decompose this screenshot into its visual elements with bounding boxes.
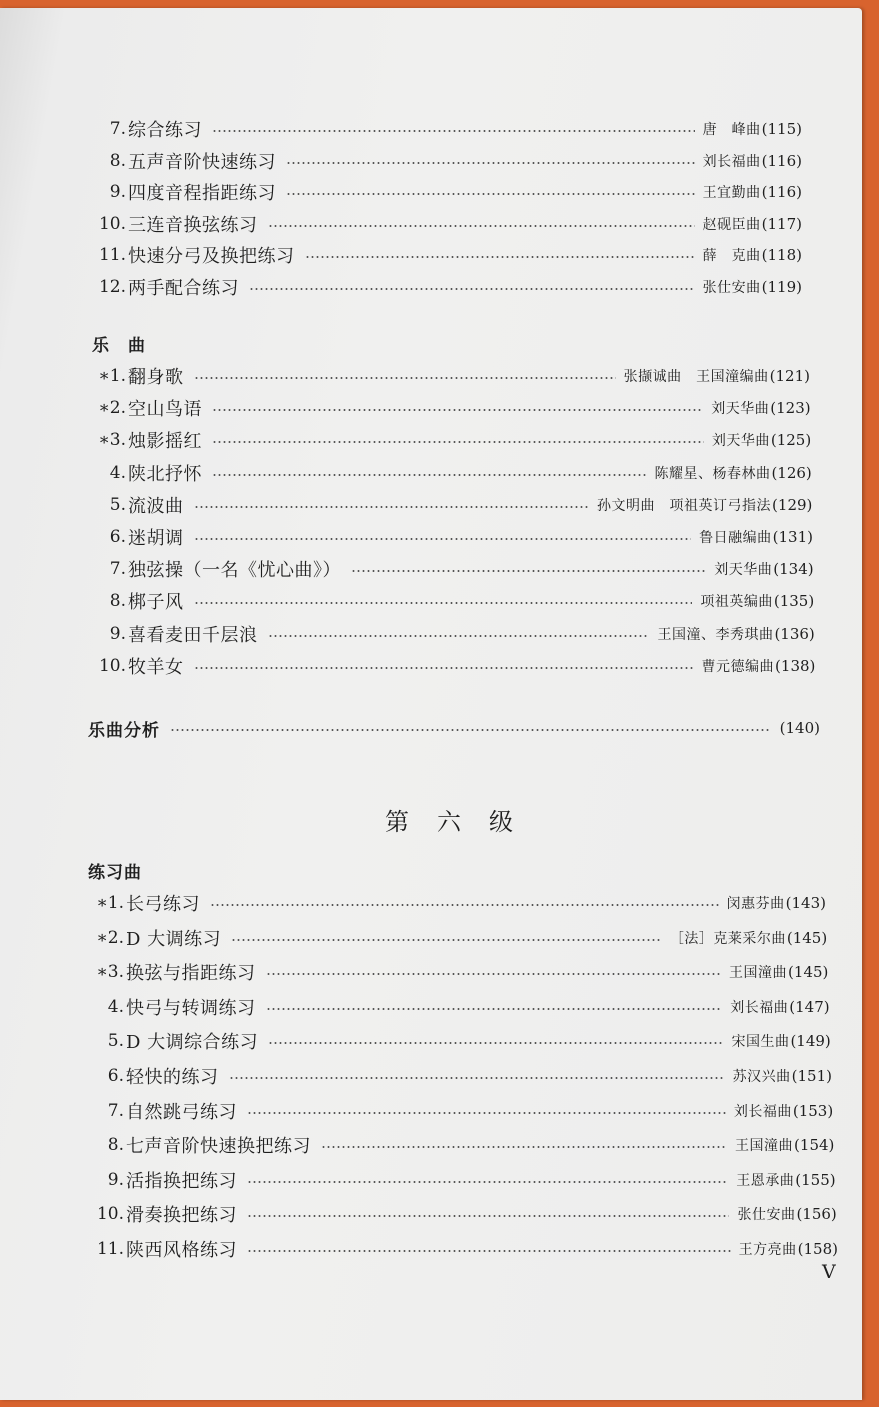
dot-leader	[268, 1042, 723, 1044]
entry-title: 陕北抒怀	[128, 463, 202, 485]
entry-number: 10.	[96, 1204, 124, 1225]
entry-page: (131)	[772, 528, 813, 546]
entry-page: (125)	[770, 431, 812, 450]
toc-entry[interactable]	[88, 425, 811, 455]
entry-title: 烛影摇红	[128, 431, 202, 453]
entry-title: 长弓练习	[126, 894, 200, 915]
entry-title: 乐曲分析	[88, 720, 160, 741]
entry-page: (117)	[761, 214, 802, 233]
toc-entry[interactable]	[92, 146, 802, 176]
entry-composer: 张仕安曲	[737, 1207, 796, 1224]
entry-title: 轻快的练习	[126, 1067, 219, 1088]
entry-page: (155)	[795, 1170, 836, 1189]
entry-number: 4.	[109, 462, 126, 483]
dot-leader	[194, 538, 692, 540]
entry-page: (126)	[771, 463, 812, 482]
entry-number: 7.	[107, 1100, 124, 1121]
dot-leader	[194, 602, 693, 604]
section-heading-pieces: 乐 曲	[92, 336, 146, 356]
toc-entry[interactable]	[86, 992, 830, 1022]
entry-composer: 薛 克曲	[702, 248, 761, 264]
entry-number: 11.	[98, 245, 126, 265]
dot-leader	[212, 474, 646, 476]
entry-page: (119)	[761, 277, 802, 296]
entry-title: 迷胡调	[128, 528, 184, 549]
toc-entry[interactable]	[86, 1199, 837, 1229]
entry-composer: 曹元德编曲	[701, 658, 775, 675]
dot-leader	[194, 506, 590, 508]
entry-page: (143)	[785, 894, 826, 912]
entry-composer: 鲁日融编曲	[699, 530, 772, 546]
entry-page: (138)	[775, 656, 816, 675]
toc-entry[interactable]	[92, 272, 802, 302]
toc-entry[interactable]	[92, 177, 802, 207]
entry-composer: 孙文明曲 项祖英订弓指法	[597, 497, 772, 514]
toc-entry[interactable]	[88, 393, 811, 423]
entry-page: (145)	[788, 963, 829, 982]
entry-title: 喜看麦田千层浪	[128, 624, 258, 646]
toc-entry[interactable]	[88, 522, 813, 552]
entry-page: (154)	[794, 1136, 835, 1155]
entry-number: 9.	[109, 623, 126, 644]
dot-leader	[194, 667, 694, 669]
level-heading: 第六级	[385, 808, 541, 836]
entry-number: ∗1.	[96, 893, 124, 913]
book-page	[0, 8, 862, 1400]
entry-title: D 大调练习	[126, 928, 222, 950]
entry-page: (145)	[786, 928, 828, 947]
entry-title: 陕西风格练习	[126, 1240, 237, 1261]
page-folio: V	[822, 1261, 836, 1283]
dot-leader	[351, 570, 706, 572]
entry-title: 两手配合练习	[128, 277, 239, 299]
dot-leader	[286, 162, 695, 164]
dot-leader	[212, 441, 704, 443]
entry-number: 9.	[109, 182, 126, 202]
entry-composer: 刘天华曲	[714, 562, 773, 579]
entry-page: (147)	[789, 997, 830, 1016]
entry-composer: 王国潼曲	[735, 1138, 794, 1155]
toc-entry[interactable]	[88, 361, 810, 391]
dot-leader	[249, 288, 695, 290]
entry-composer: 刘长福曲	[730, 999, 789, 1016]
entry-title: 牧羊女	[128, 656, 184, 678]
toc-entry[interactable]	[86, 1026, 831, 1056]
entry-composer: 宋国生曲	[731, 1034, 790, 1051]
entry-number: 7.	[109, 119, 126, 139]
entry-title: 四度音程指距练习	[128, 183, 276, 204]
entry-title: 梆子风	[128, 592, 184, 614]
entry-number: 9.	[107, 1169, 124, 1190]
toc-entry[interactable]	[92, 209, 802, 239]
toc-entry[interactable]	[86, 888, 826, 918]
entry-page: (135)	[773, 592, 815, 611]
dot-leader	[268, 635, 650, 637]
entry-page: (153)	[792, 1101, 834, 1120]
entry-title: 翻身歌	[128, 367, 184, 388]
toc-entry[interactable]	[88, 586, 814, 616]
dot-leader	[210, 904, 719, 906]
entry-page: (129)	[772, 495, 813, 514]
toc-entry[interactable]	[86, 1234, 838, 1264]
entry-title: 七声音阶快速换把练习	[126, 1136, 311, 1158]
dot-leader	[229, 1077, 725, 1079]
entry-composer: 王恩承曲	[736, 1172, 795, 1189]
entry-page: (118)	[761, 246, 802, 264]
entry-composer: 刘天华曲	[711, 401, 770, 418]
entry-page: (115)	[761, 120, 802, 138]
entry-composer: 王宜勤曲	[702, 185, 761, 201]
entry-page: (149)	[790, 1032, 831, 1051]
dot-leader	[231, 939, 662, 941]
toc-entry-analysis[interactable]	[88, 713, 820, 743]
entry-title: 综合练习	[128, 120, 202, 141]
dot-leader	[247, 1250, 731, 1252]
entry-number: 10.	[98, 213, 126, 234]
entry-composer: 王方亮曲	[738, 1242, 797, 1258]
dot-leader	[305, 256, 695, 258]
entry-number: 8.	[109, 150, 126, 171]
entry-page: (116)	[761, 151, 802, 170]
toc-entry[interactable]	[86, 1130, 834, 1160]
entry-number: 7.	[109, 559, 126, 580]
dot-leader	[212, 409, 703, 411]
entry-composer: 张撷诚曲 王国潼编曲	[623, 369, 769, 385]
entry-title: 空山鸟语	[128, 399, 202, 421]
toc-entry[interactable]	[86, 957, 828, 987]
entry-title: D 大调综合练习	[126, 1032, 259, 1054]
entry-page: (134)	[773, 560, 814, 579]
toc-entry[interactable]	[86, 1096, 833, 1126]
dot-leader	[247, 1215, 729, 1217]
entry-number: 12.	[98, 276, 126, 297]
entry-title: 自然跳弓练习	[126, 1101, 237, 1123]
entry-number: 11.	[96, 1239, 124, 1259]
entry-composer: 闵惠芬曲	[726, 896, 785, 912]
entry-number: ∗3.	[98, 430, 126, 451]
entry-number: 6.	[107, 1066, 124, 1086]
toc-entry[interactable]	[86, 1061, 832, 1091]
entry-number: ∗2.	[98, 398, 126, 419]
toc-entry[interactable]	[88, 490, 812, 520]
dot-leader	[266, 1008, 723, 1010]
entry-number: ∗1.	[98, 366, 126, 386]
entry-number: ∗2.	[96, 927, 124, 948]
toc-entry[interactable]	[86, 1165, 836, 1195]
entry-number: 8.	[109, 591, 126, 612]
toc-entry[interactable]	[88, 651, 815, 681]
entry-title: 三连音换弦练习	[128, 214, 258, 236]
entry-composer: 苏汉兴曲	[732, 1069, 791, 1085]
entry-title: 换弦与指距练习	[126, 963, 256, 985]
dot-leader	[194, 377, 616, 379]
entry-title: 快弓与转调练习	[126, 997, 256, 1019]
entry-number: 10.	[98, 655, 126, 676]
entry-page: (123)	[770, 399, 811, 418]
entry-number: ∗3.	[96, 962, 124, 983]
entry-composer: 刘天华曲	[711, 433, 770, 450]
entry-number: 5.	[109, 494, 126, 515]
dot-leader	[247, 1181, 728, 1183]
toc-entry[interactable]	[86, 923, 827, 953]
entry-composer: 刘长福曲	[733, 1103, 792, 1120]
toc-entry[interactable]	[88, 554, 814, 584]
entry-page: (158)	[797, 1240, 838, 1258]
toc-entry[interactable]	[88, 619, 815, 649]
toc-entry[interactable]	[88, 458, 812, 488]
entry-title: 流波曲	[128, 495, 184, 517]
dot-leader	[266, 973, 722, 975]
entry-page: (140)	[779, 719, 820, 737]
entry-page: (156)	[796, 1205, 837, 1224]
entry-composer: 王国潼、李秀琪曲	[657, 626, 774, 643]
dot-leader	[286, 193, 695, 195]
dot-leader	[212, 130, 695, 132]
entry-number: 4.	[107, 996, 124, 1017]
entry-title: 快速分弓及换把练习	[128, 246, 295, 267]
entry-title: 五声音阶快速练习	[128, 151, 276, 173]
entry-composer: 刘长福曲	[702, 153, 761, 170]
entry-composer: 唐 峰曲	[702, 122, 761, 138]
entry-page: (151)	[791, 1067, 832, 1085]
entry-number: 5.	[107, 1031, 124, 1052]
entry-composer: 张仕安曲	[702, 279, 761, 296]
entry-page: (136)	[774, 624, 815, 643]
entry-number: 8.	[107, 1135, 124, 1156]
dot-leader	[170, 729, 771, 731]
dot-leader	[247, 1112, 726, 1114]
section-heading-etudes: 练习曲	[88, 863, 142, 883]
entry-composer: 王国潼曲	[729, 965, 788, 982]
entry-page: (116)	[761, 183, 802, 201]
entry-page: (121)	[769, 367, 810, 385]
entry-composer: 项祖英编曲	[700, 594, 773, 611]
entry-title: 滑奏换把练习	[126, 1205, 237, 1227]
dot-leader	[321, 1146, 727, 1148]
toc-entry[interactable]	[92, 240, 802, 270]
entry-composer: 赵砚臣曲	[702, 216, 761, 233]
entry-composer: ［法］克莱采尔曲	[669, 930, 786, 947]
entry-title: 活指换把练习	[126, 1170, 237, 1192]
dot-leader	[268, 225, 695, 227]
entry-title: 独弦操（一名《忧心曲》）	[128, 560, 341, 582]
entry-composer: 陈耀星、杨春林曲	[654, 465, 771, 482]
entry-number: 6.	[109, 527, 126, 547]
toc-entry[interactable]	[92, 114, 802, 144]
